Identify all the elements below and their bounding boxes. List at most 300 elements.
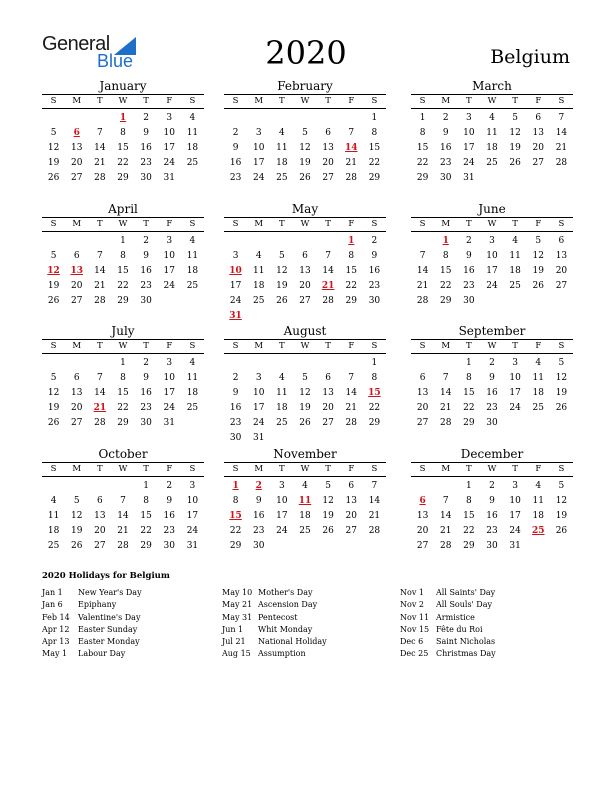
- day-cell: 15: [140, 511, 152, 521]
- day-cell: 15: [463, 511, 475, 521]
- day-cell: 2: [489, 481, 495, 491]
- weekday-label: S: [419, 464, 426, 474]
- weekday-label: T: [97, 464, 103, 474]
- holiday-row: [400, 624, 570, 636]
- month-title: December: [460, 447, 524, 461]
- weekday-label: S: [419, 219, 426, 229]
- day-cell: 18: [299, 511, 311, 521]
- month-april: [42, 202, 204, 309]
- day-cell: 20: [322, 403, 334, 413]
- day-cell: 18: [186, 266, 199, 276]
- day-cell: 23: [252, 526, 265, 536]
- day-cell: 4: [189, 236, 196, 246]
- empty-cell: [247, 234, 270, 249]
- holiday-name: New Year's Day: [78, 588, 142, 597]
- day-cell: 11: [47, 511, 60, 521]
- weekday-label: T: [466, 341, 472, 351]
- day-cell: 9: [489, 496, 495, 506]
- day-cell: 30: [463, 296, 475, 306]
- day-cell: 21: [117, 526, 129, 536]
- day-cell: 6: [96, 496, 103, 506]
- weekday-label: F: [348, 464, 355, 474]
- day-cell: 27: [345, 526, 357, 536]
- holiday-date: Dec 25: [400, 649, 429, 659]
- day-cell: 2: [489, 358, 495, 368]
- month-title: July: [111, 324, 135, 338]
- day-cell: 27: [416, 418, 429, 428]
- day-cell: 16: [439, 143, 452, 153]
- holiday-date: Aug 15: [222, 649, 251, 659]
- day-cell: 15: [368, 143, 381, 153]
- weekday-header: [224, 462, 386, 477]
- day-cell: 8: [419, 128, 426, 138]
- empty-cell: [434, 356, 457, 371]
- day-cell: 24: [163, 281, 175, 291]
- holiday-date: Nov 1: [400, 588, 424, 597]
- empty-cell: [434, 479, 457, 494]
- day-cell: 26: [555, 526, 568, 536]
- calendar-country: Belgium: [490, 46, 570, 68]
- day-cell: 9: [489, 373, 495, 383]
- day-cell: 4: [302, 481, 308, 491]
- holiday-row: [42, 587, 212, 599]
- weekday-label: F: [348, 219, 355, 229]
- day-cell: 29: [463, 418, 475, 428]
- day-cell: 17: [463, 143, 475, 153]
- holiday-name: All Saints' Day: [436, 588, 496, 597]
- day-cell: 30: [486, 418, 498, 428]
- day-cell: 28: [345, 418, 357, 428]
- holiday-name: Easter Sunday: [78, 624, 138, 634]
- empty-cell: [88, 356, 111, 371]
- weekday-label: S: [50, 219, 57, 229]
- day-cell: 21: [94, 281, 106, 291]
- day-cell: 20: [532, 143, 544, 153]
- day-grid: [42, 356, 204, 431]
- holiday-column: [222, 587, 392, 661]
- holiday-date: Nov 2: [400, 600, 424, 610]
- day-cell: 4: [50, 496, 57, 506]
- empty-cell: [224, 234, 247, 249]
- day-cell: 17: [509, 388, 521, 398]
- day-cell: 27: [532, 158, 544, 168]
- day-cell: 12: [555, 496, 568, 506]
- day-cell: 5: [558, 358, 565, 368]
- weekday-label: T: [325, 341, 331, 351]
- day-cell: 27: [70, 296, 83, 306]
- day-cell: 19: [532, 266, 544, 276]
- empty-cell: [88, 479, 111, 494]
- weekday-label: W: [300, 464, 310, 474]
- day-cell: 23: [439, 158, 452, 168]
- day-cell: 26: [47, 418, 60, 428]
- holiday-row: [42, 612, 212, 624]
- holiday-day: 6: [73, 128, 80, 138]
- day-cell: 26: [555, 403, 568, 413]
- day-cell: 16: [140, 388, 152, 398]
- day-cell: 14: [555, 128, 568, 138]
- weekday-header: [42, 462, 204, 477]
- day-cell: 27: [416, 541, 429, 551]
- holiday-day: 6: [419, 496, 426, 506]
- day-cell: 10: [252, 143, 265, 153]
- holiday-name: Mother's Day: [258, 588, 313, 597]
- day-cell: 27: [94, 541, 106, 551]
- day-cell: 11: [486, 128, 498, 138]
- weekday-label: W: [487, 341, 497, 351]
- day-cell: 1: [120, 358, 126, 368]
- weekday-header: [42, 217, 204, 232]
- day-cell: 21: [345, 158, 357, 168]
- month-title: May: [291, 202, 319, 216]
- holiday-column: [42, 587, 212, 661]
- day-cell: 9: [465, 251, 472, 261]
- day-cell: 13: [416, 388, 429, 398]
- day-cell: 1: [419, 113, 426, 123]
- day-cell: 19: [299, 158, 311, 168]
- day-cell: 13: [416, 511, 429, 521]
- day-cell: 30: [486, 541, 498, 551]
- day-cell: 8: [120, 251, 126, 261]
- empty-cell: [65, 479, 88, 494]
- day-cell: 4: [535, 481, 542, 491]
- weekday-label: W: [487, 219, 497, 229]
- day-cell: 2: [166, 481, 173, 491]
- day-cell: 16: [229, 158, 242, 168]
- day-cell: 17: [186, 511, 199, 521]
- day-cell: 7: [419, 251, 426, 261]
- day-cell: 15: [117, 143, 129, 153]
- month-august: [224, 324, 386, 446]
- weekday-label: M: [441, 341, 451, 351]
- holiday-name: Valentine's Day: [78, 612, 141, 622]
- day-cell: 31: [252, 433, 265, 443]
- day-cell: 19: [47, 281, 60, 291]
- day-cell: 30: [229, 433, 242, 443]
- day-cell: 22: [229, 526, 242, 536]
- weekday-label: T: [143, 96, 149, 106]
- day-cell: 7: [96, 128, 103, 138]
- holiday-day: 21: [93, 403, 107, 413]
- holiday-name: Assumption: [258, 649, 306, 659]
- holiday-name: Christmas Day: [436, 649, 496, 659]
- day-cell: 9: [143, 251, 149, 261]
- month-title: November: [273, 447, 337, 461]
- day-grid: [42, 111, 204, 186]
- day-cell: 27: [299, 296, 311, 306]
- day-cell: 8: [465, 496, 472, 506]
- weekday-label: T: [279, 464, 285, 474]
- day-cell: 7: [120, 496, 126, 506]
- empty-cell: [111, 479, 134, 494]
- weekday-label: W: [118, 464, 128, 474]
- day-cell: 17: [163, 388, 175, 398]
- weekday-label: M: [72, 464, 82, 474]
- holiday-date: Apr 12: [42, 624, 70, 634]
- day-cell: 20: [416, 526, 429, 536]
- day-cell: 23: [368, 281, 381, 291]
- empty-cell: [411, 356, 434, 371]
- weekday-label: S: [371, 96, 378, 106]
- day-cell: 5: [50, 128, 57, 138]
- month-november: [224, 447, 386, 554]
- weekday-label: F: [535, 219, 542, 229]
- day-cell: 21: [345, 403, 357, 413]
- day-cell: 11: [276, 143, 288, 153]
- day-cell: 16: [463, 266, 475, 276]
- weekday-header: [411, 339, 573, 354]
- day-cell: 4: [535, 358, 542, 368]
- day-cell: 7: [348, 128, 355, 138]
- day-cell: 7: [96, 251, 103, 261]
- weekday-label: T: [512, 219, 518, 229]
- day-cell: 30: [252, 541, 265, 551]
- day-grid: [411, 234, 573, 309]
- day-cell: 16: [252, 511, 265, 521]
- empty-cell: [224, 356, 247, 371]
- day-cell: 26: [322, 526, 334, 536]
- weekday-label: M: [254, 341, 264, 351]
- day-cell: 25: [532, 403, 544, 413]
- day-cell: 19: [299, 403, 311, 413]
- day-cell: 9: [232, 143, 239, 153]
- empty-cell: [88, 111, 111, 126]
- empty-cell: [270, 234, 293, 249]
- day-cell: 5: [325, 481, 331, 491]
- holiday-name: National Holiday: [258, 637, 327, 647]
- day-cell: 7: [371, 481, 378, 491]
- weekday-label: T: [143, 464, 149, 474]
- weekday-label: T: [279, 219, 285, 229]
- day-cell: 16: [163, 511, 175, 521]
- day-cell: 18: [47, 526, 60, 536]
- day-cell: 3: [189, 481, 196, 491]
- holidays-section: [42, 571, 582, 659]
- holiday-row: [42, 624, 212, 636]
- weekday-header: [224, 339, 386, 354]
- day-cell: 17: [509, 511, 521, 521]
- day-cell: 30: [140, 418, 152, 428]
- day-cell: 2: [143, 236, 149, 246]
- day-cell: 24: [276, 526, 288, 536]
- day-cell: 29: [368, 173, 381, 183]
- day-cell: 8: [442, 251, 449, 261]
- day-cell: 10: [509, 496, 521, 506]
- holiday-day: 15: [229, 511, 242, 521]
- day-cell: 12: [47, 143, 60, 153]
- holiday-row: [42, 636, 212, 648]
- day-cell: 12: [47, 388, 60, 398]
- day-cell: 24: [463, 158, 475, 168]
- day-grid: [42, 234, 204, 309]
- weekday-label: M: [441, 219, 451, 229]
- day-cell: 29: [416, 173, 429, 183]
- month-title: August: [283, 324, 327, 338]
- empty-cell: [293, 234, 316, 249]
- day-cell: 6: [73, 251, 80, 261]
- day-cell: 22: [439, 281, 452, 291]
- day-cell: 22: [117, 403, 129, 413]
- weekday-label: F: [535, 96, 542, 106]
- day-cell: 9: [166, 496, 173, 506]
- day-cell: 11: [509, 251, 521, 261]
- month-title: September: [458, 324, 526, 338]
- day-cell: 8: [348, 251, 355, 261]
- day-cell: 28: [94, 173, 106, 183]
- month-title: April: [108, 202, 138, 216]
- day-cell: 2: [143, 358, 149, 368]
- day-cell: 20: [70, 158, 83, 168]
- day-cell: 11: [186, 373, 199, 383]
- weekday-header: [411, 462, 573, 477]
- day-cell: 13: [299, 266, 311, 276]
- weekday-label: S: [232, 96, 239, 106]
- weekday-label: F: [348, 96, 355, 106]
- day-cell: 14: [368, 496, 381, 506]
- day-grid: [411, 356, 573, 431]
- day-cell: 22: [117, 281, 129, 291]
- day-cell: 12: [70, 511, 83, 521]
- day-cell: 7: [325, 251, 331, 261]
- day-cell: 16: [140, 266, 152, 276]
- day-cell: 29: [117, 173, 129, 183]
- day-cell: 3: [465, 113, 472, 123]
- day-cell: 18: [532, 511, 544, 521]
- day-cell: 19: [70, 526, 83, 536]
- day-cell: 28: [416, 296, 429, 306]
- day-cell: 1: [143, 481, 149, 491]
- holiday-name: Fête du Roi: [436, 624, 483, 634]
- day-grid: [224, 356, 386, 446]
- day-cell: 6: [558, 236, 565, 246]
- day-cell: 18: [486, 143, 498, 153]
- weekday-label: M: [254, 96, 264, 106]
- weekday-label: T: [325, 464, 331, 474]
- holiday-date: Apr 13: [42, 637, 70, 647]
- day-cell: 14: [439, 511, 452, 521]
- day-cell: 29: [439, 296, 452, 306]
- day-cell: 25: [299, 526, 311, 536]
- weekday-label: S: [419, 96, 426, 106]
- day-cell: 5: [512, 113, 518, 123]
- day-cell: 6: [325, 373, 331, 383]
- holiday-name: Ascension Day: [258, 600, 318, 610]
- day-cell: 23: [229, 418, 242, 428]
- day-cell: 10: [509, 373, 521, 383]
- day-cell: 18: [509, 266, 521, 276]
- weekday-label: W: [118, 341, 128, 351]
- day-cell: 15: [117, 388, 129, 398]
- day-cell: 23: [163, 526, 175, 536]
- day-cell: 29: [229, 541, 242, 551]
- day-cell: 14: [94, 388, 106, 398]
- day-cell: 8: [371, 373, 378, 383]
- empty-cell: [42, 356, 65, 371]
- day-cell: 12: [532, 251, 544, 261]
- holiday-date: Nov 15: [400, 624, 430, 634]
- day-cell: 28: [555, 158, 568, 168]
- day-grid: [224, 479, 386, 554]
- day-cell: 29: [117, 418, 129, 428]
- weekday-label: S: [50, 464, 57, 474]
- weekday-label: M: [72, 219, 82, 229]
- day-cell: 14: [416, 266, 429, 276]
- day-cell: 11: [532, 496, 544, 506]
- day-cell: 20: [70, 403, 83, 413]
- holiday-row: [222, 624, 392, 636]
- day-cell: 29: [368, 418, 381, 428]
- weekday-header: [224, 217, 386, 232]
- day-cell: 26: [299, 173, 311, 183]
- day-cell: 20: [299, 281, 311, 291]
- day-cell: 3: [489, 236, 495, 246]
- weekday-label: S: [232, 341, 239, 351]
- day-cell: 30: [140, 173, 152, 183]
- day-cell: 15: [416, 143, 429, 153]
- day-cell: 19: [47, 403, 60, 413]
- day-cell: 1: [371, 113, 378, 123]
- weekday-label: W: [487, 464, 497, 474]
- day-cell: 4: [278, 373, 285, 383]
- weekday-label: S: [50, 96, 57, 106]
- day-cell: 27: [70, 418, 83, 428]
- day-cell: 24: [163, 403, 175, 413]
- empty-cell: [65, 234, 88, 249]
- empty-cell: [247, 111, 270, 126]
- day-cell: 28: [368, 526, 381, 536]
- day-cell: 3: [512, 481, 518, 491]
- day-cell: 25: [186, 158, 199, 168]
- day-cell: 31: [186, 541, 199, 551]
- weekday-label: W: [300, 96, 310, 106]
- day-cell: 19: [509, 143, 521, 153]
- day-cell: 13: [94, 511, 106, 521]
- day-cell: 26: [509, 158, 521, 168]
- day-cell: 25: [186, 403, 199, 413]
- holiday-date: Jan 6: [42, 600, 63, 610]
- day-cell: 28: [439, 541, 452, 551]
- holiday-row: [400, 587, 570, 599]
- day-cell: 22: [463, 403, 475, 413]
- day-cell: 6: [535, 113, 542, 123]
- day-cell: 23: [140, 403, 152, 413]
- day-cell: 13: [345, 496, 357, 506]
- day-cell: 2: [442, 113, 449, 123]
- day-cell: 22: [416, 158, 429, 168]
- day-cell: 2: [232, 128, 239, 138]
- holidays-title: 2020 Holidays for Belgium: [42, 571, 170, 581]
- day-cell: 5: [73, 496, 80, 506]
- weekday-label: T: [466, 464, 472, 474]
- day-cell: 27: [70, 173, 83, 183]
- holiday-date: Jun 1: [222, 624, 244, 634]
- day-cell: 9: [255, 496, 262, 506]
- month-june: [411, 202, 573, 309]
- day-cell: 16: [368, 266, 381, 276]
- day-cell: 6: [325, 128, 331, 138]
- weekday-label: T: [512, 96, 518, 106]
- day-cell: 18: [276, 403, 288, 413]
- day-cell: 4: [255, 251, 262, 261]
- month-september: [411, 324, 573, 431]
- day-cell: 19: [555, 511, 568, 521]
- empty-cell: [340, 356, 363, 371]
- day-cell: 24: [186, 526, 199, 536]
- day-cell: 16: [486, 388, 498, 398]
- empty-cell: [270, 356, 293, 371]
- holiday-date: Nov 11: [400, 612, 430, 622]
- day-cell: 1: [465, 358, 472, 368]
